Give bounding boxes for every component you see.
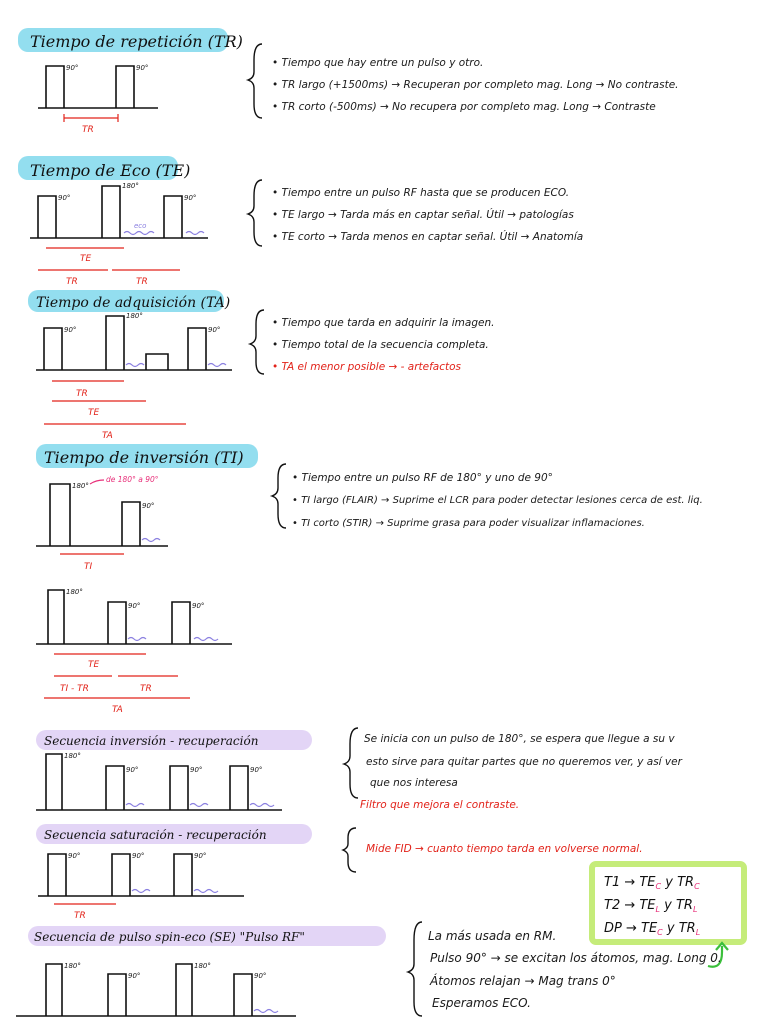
- note-line: • TR largo (+1500ms) → Recuperan por completo mag. Long → No contraste.: [272, 79, 679, 91]
- section-title: Secuencia de pulso spin-eco (SE) "Pulso RF": [34, 930, 305, 944]
- echo-signal: [194, 890, 218, 893]
- pulse-90: [108, 974, 126, 1016]
- pulse-90: [48, 854, 66, 896]
- pulse-90: [174, 854, 192, 896]
- pulse-180: [176, 964, 192, 1016]
- arrow: [90, 480, 104, 484]
- box-row: $T2 \to TE_L$ y $TR_L$: [604, 898, 698, 914]
- section-title: Tiempo de inversión (TI): [44, 448, 244, 467]
- note-line: • Tiempo entre un pulso RF hasta que se producen ECO.: [272, 187, 570, 199]
- pulse-90: [108, 602, 126, 644]
- note-line: Pulso 90° → se excitan los átomos, mag. Long 0.: [430, 951, 722, 965]
- pulse-180: [48, 590, 64, 644]
- echo-signal: [132, 890, 150, 893]
- tr-span-label: TR: [66, 277, 78, 287]
- note-line: • Tiempo que hay entre un pulso y otro.: [272, 57, 484, 69]
- note-line: La más usada en RM.: [428, 929, 557, 943]
- te-span-label: TE: [88, 660, 100, 670]
- note-line: esto sirve para quitar partes que no queremos ver, y así ver: [366, 756, 682, 768]
- ti-tr-span-label: TI - TR: [60, 684, 89, 694]
- pulse-label: 180°: [122, 182, 139, 190]
- pulse-label: 180°: [126, 312, 143, 320]
- pulse-label: 180°: [64, 752, 81, 760]
- bracket: [344, 728, 358, 798]
- pulse-label: 90°: [184, 194, 197, 202]
- ta-span-label: TA: [102, 431, 113, 441]
- echo-signal: [124, 232, 154, 235]
- note-line: • TI corto (STIR) → Suprime grasa para poder visualizar inflamaciones.: [292, 518, 645, 529]
- pulse-label: 90°: [132, 852, 145, 860]
- pulse-90: [106, 766, 124, 810]
- echo-signal: [254, 1010, 278, 1013]
- pulse-90: [230, 766, 248, 810]
- te-span-label: TE: [80, 254, 92, 264]
- ta-span-label: TA: [112, 705, 123, 715]
- pulse-label: 90°: [66, 64, 79, 72]
- section-title: Secuencia inversión - recuperación: [44, 734, 259, 748]
- echo-signal: [186, 232, 204, 235]
- section-title: Tiempo de Eco (TE): [30, 161, 191, 180]
- bracket: [408, 922, 422, 1016]
- note-line: • TE corto → Tarda menos en captar señal. Útil → Anatomía: [272, 231, 584, 243]
- tr-span-label: TR: [140, 684, 152, 694]
- echo-signal: [126, 804, 144, 807]
- note-line: • TI largo (FLAIR) → Suprime el LCR para poder detectar lesiones cerca de est. liq.: [292, 495, 703, 506]
- pulse-90: [164, 196, 182, 238]
- pulse-90: [188, 328, 206, 370]
- pulse-label: 90°: [126, 766, 139, 774]
- echo-signal: [142, 539, 160, 542]
- bracket: [272, 464, 286, 528]
- pulse-180: [46, 754, 62, 810]
- tr-span-label: TR: [74, 911, 86, 921]
- pulse-label: 90°: [58, 194, 71, 202]
- note-line: Átomos relajan → Mag trans 0°: [430, 974, 616, 988]
- note-line: Se inicia con un pulso de 180°, se espera que llegue a su v: [364, 733, 675, 745]
- pulse-label: 90°: [254, 972, 267, 980]
- pulse-label: 90°: [64, 326, 77, 334]
- pulse-180: [46, 964, 62, 1016]
- pulse-label: 90°: [128, 602, 141, 610]
- pulse-180: [102, 186, 120, 238]
- pulse-label: 90°: [142, 502, 155, 510]
- tr-span-label: TR: [136, 277, 148, 287]
- pulse-label: 180°: [194, 962, 211, 970]
- section-title: Secuencia saturación - recuperación: [44, 828, 267, 842]
- box-row: DP → $TE_C$ y $TR_L$: [604, 921, 701, 937]
- bracket: [343, 828, 356, 872]
- note-line: • TE largo → Tarda más en captar señal. Útil → patologías: [272, 209, 574, 221]
- echo-signal: [128, 638, 146, 641]
- pulse-label: 90°: [208, 326, 221, 334]
- echo-label: eco: [134, 222, 147, 230]
- echo-signal: [190, 804, 208, 807]
- section-ti: [36, 444, 703, 572]
- note-line: • TA el menor posible → - artefactos: [272, 361, 461, 373]
- pulse-label: 90°: [192, 602, 205, 610]
- te-span-label: TE: [88, 408, 100, 418]
- note-line: que nos interesa: [370, 777, 458, 789]
- box-rows: [604, 875, 700, 937]
- pulse-label: 180°: [64, 962, 81, 970]
- note-line: Mide FID → cuanto tiempo tarda en volverse normal.: [366, 843, 643, 855]
- section-ta: [28, 290, 494, 441]
- pulse-label: 90°: [194, 852, 207, 860]
- pulse-90: [38, 196, 56, 238]
- pulse-90: [44, 328, 62, 370]
- section-title: Tiempo de repetición (TR): [30, 32, 243, 51]
- pulse-label: 180°: [66, 588, 83, 596]
- pulse-90: [112, 854, 130, 896]
- pulse-readout: [146, 354, 168, 370]
- echo-signal: [194, 638, 218, 641]
- pulse-90: [122, 502, 140, 546]
- ti-span-label: TI: [84, 562, 93, 572]
- note-line: Esperamos ECO.: [432, 996, 531, 1010]
- section-inversion-recuperacion: [36, 728, 683, 811]
- tr-span-label: TR: [76, 389, 88, 399]
- pulse-90: [172, 602, 190, 644]
- section-saturacion-recuperacion: [36, 824, 643, 921]
- note-line: • TR corto (-500ms) → No recupera por completo mag. Long → Contraste: [272, 101, 656, 113]
- pulse-90: [170, 766, 188, 810]
- bracket: [250, 310, 264, 374]
- box-row: $T1 \to TE_C$ y $TR_C$: [604, 875, 700, 891]
- echo-signal: [126, 364, 144, 367]
- note-line: • Tiempo que tarda en adquirir la imagen.: [272, 317, 495, 329]
- section-tr: [18, 28, 679, 135]
- pulse-label: 90°: [250, 766, 263, 774]
- pulse-90: [234, 974, 252, 1016]
- arrow-note: de 180° a 90°: [106, 475, 159, 484]
- echo-signal: [208, 364, 226, 367]
- ti-combined-diagram: [36, 588, 232, 715]
- echo-signal: [250, 804, 274, 807]
- bracket: [248, 180, 262, 246]
- note-line: • Tiempo total de la secuencia completa.: [272, 339, 489, 351]
- pulse-label: 90°: [68, 852, 81, 860]
- pulse-180: [106, 316, 124, 370]
- pulse-label: 180°: [72, 482, 89, 490]
- tr-span-label: TR: [82, 125, 94, 135]
- section-te: [18, 156, 583, 287]
- note-line: Filtro que mejora el contraste.: [360, 799, 520, 811]
- note-line: • Tiempo entre un pulso RF de 180° y uno de 90°: [292, 472, 553, 484]
- pulse-180: [50, 484, 70, 546]
- pulse-90: [46, 66, 64, 108]
- pulse-label: 90°: [190, 766, 203, 774]
- bracket: [248, 44, 262, 118]
- pulse-90: [116, 66, 134, 108]
- section-title: Tiempo de adquisición (TA): [36, 295, 231, 311]
- pulse-label: 90°: [128, 972, 141, 980]
- pulse-label: 90°: [136, 64, 149, 72]
